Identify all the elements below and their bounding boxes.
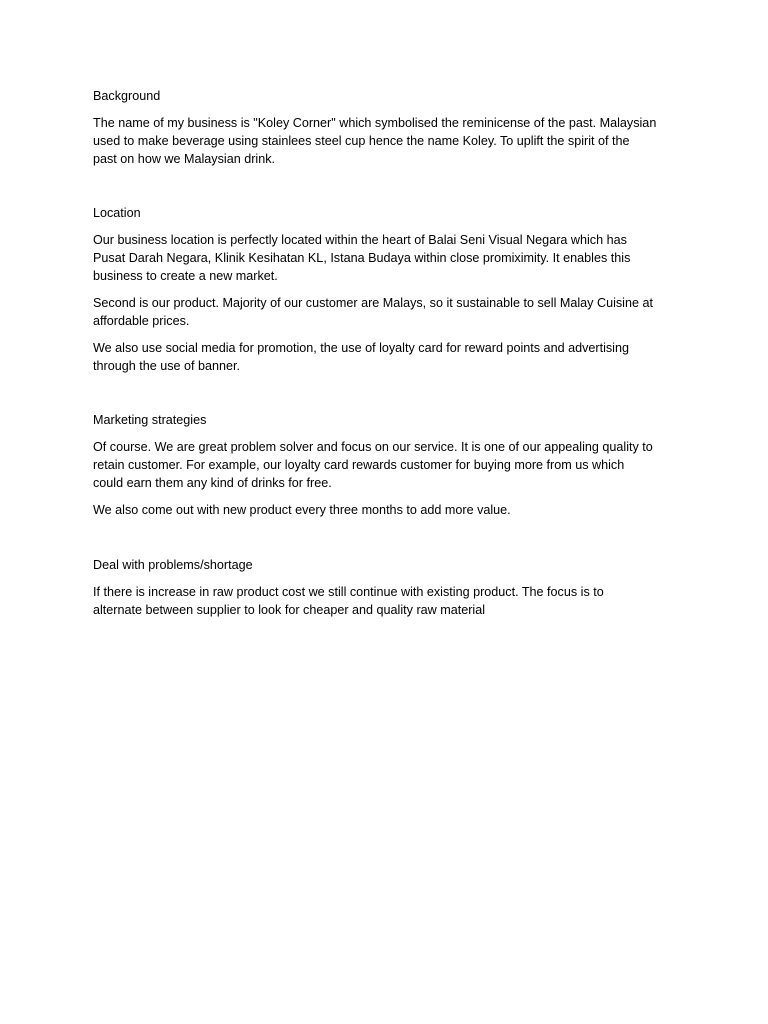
paragraph: Of course. We are great problem solver and focus on our service. It is one of our appealing quality to retain customer. For example, our loyalty card rewards customer for buying more from us which could earn them any kind of drinks for free. [93, 440, 653, 490]
section-marketing-strategies [93, 411, 683, 519]
section-heading: Background [93, 89, 161, 103]
section-location [93, 204, 683, 375]
section-heading: Marketing strategies [93, 413, 207, 427]
section-heading: Location [93, 206, 141, 220]
paragraph: Second is our product. Majority of our customer are Malays, so it sustainable to sell Malay Cuisine at affordable prices. [93, 296, 653, 328]
paragraph: The name of my business is "Koley Corner" which symbolised the reminicense of the past. Malaysian used to make beverage using stainlees steel cup hence the name Koley. To uplift the spirit of the past on how we Malaysian drink. [93, 116, 657, 166]
section-heading: Deal with problems/shortage [93, 558, 253, 572]
paragraph: We also come out with new product every three months to add more value. [93, 503, 511, 517]
paragraph: If there is increase in raw product cost we still continue with existing product. The focus is to alternate between supplier to look for cheaper and quality raw material [93, 585, 604, 617]
paragraph: Our business location is perfectly located within the heart of Balai Seni Visual Negara which has Pusat Darah Negara, Klinik Kesihatan KL, Istana Budaya within close promiximity. It enables this business to create a new market. [93, 233, 631, 283]
paragraph: We also use social media for promotion, the use of loyalty card for reward points and advertising through the use of banner. [93, 341, 629, 373]
section-deal-with-problems [93, 556, 683, 619]
section-background [93, 87, 683, 168]
